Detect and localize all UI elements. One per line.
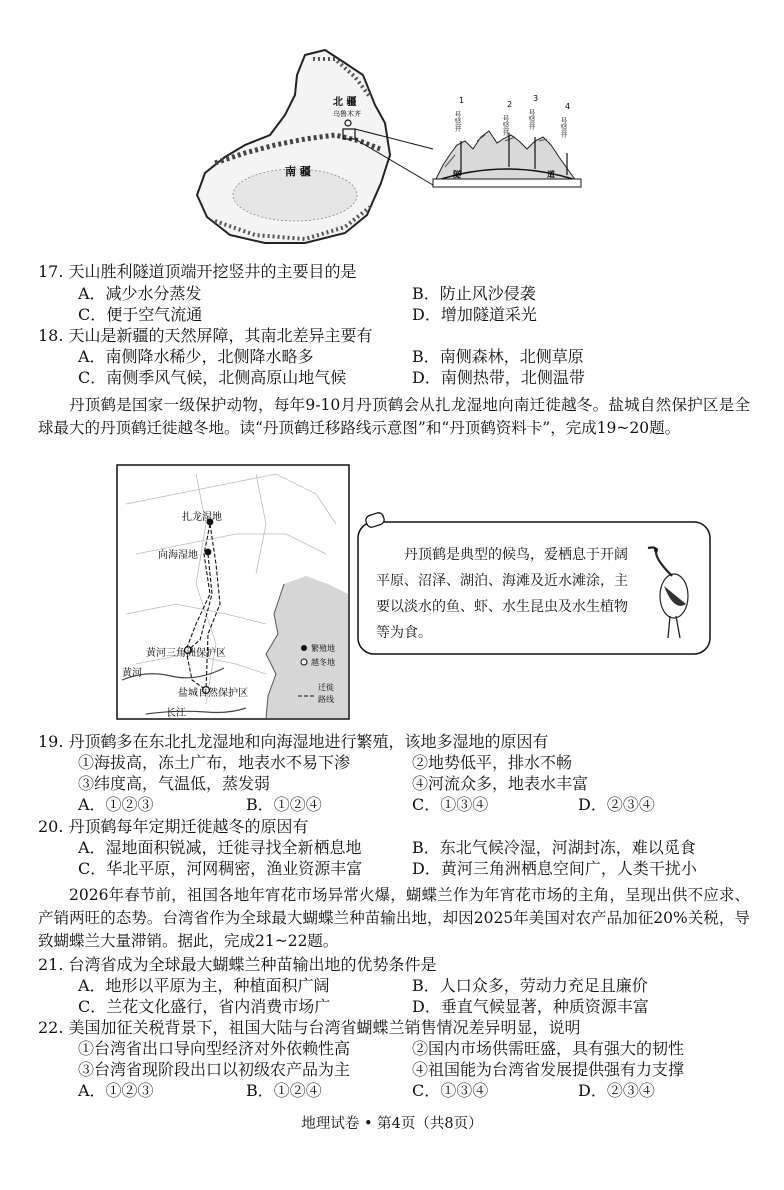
q22-statement-2: ②国内市场供需旺盛，具有强大的韧性 (412, 1039, 685, 1058)
q22-statement-4: ④祖国能为台湾省发展提供强有力支撑 (412, 1060, 685, 1079)
shaft-4-number: 4 (565, 102, 571, 111)
shaft-1-label: 号竖井 (454, 111, 462, 132)
q20-option-c: C．华北平原，河网稠密，渔业资源丰富 (78, 859, 363, 878)
tunnel-base (433, 179, 581, 187)
q22-option-b: B．①②④ (246, 1081, 322, 1100)
q21-option-c: C．兰花文化盛行，省内消费市场广 (78, 997, 331, 1016)
q22-statement-3: ③台湾省现阶段出口以初级农产品为主 (78, 1060, 351, 1079)
q19-stem: 19. 丹顶鹤多在东北扎龙湿地和向海湿地进行繁殖，该地多湿地的原因有 (38, 732, 549, 751)
q17-option-d: D．增加隧道采光 (412, 305, 537, 324)
passage-crane: 丹顶鹤是国家一级保护动物，每年9-10月丹顶鹤会从扎龙湿地向南迁徙越冬。盐城自然保护区是全球最大的丹顶鹤迁徙越冬地。读“丹顶鹤迁移路线示意图”和“丹顶鹤资料卡”，完成19~20题。 (38, 396, 750, 437)
tunnel-profile (433, 94, 581, 187)
q22-stem: 22. 美国加征关税背景下，祖国大陆与台湾省蝴蝶兰销售情况差异明显，说明 (38, 1018, 581, 1037)
q18-option-b: B．南侧森林，北侧草原 (412, 347, 584, 366)
q19-option-d: D．②③④ (578, 795, 655, 814)
q21-option-d: D．垂直气候显著，种质资源丰富 (412, 997, 649, 1016)
legend-winter-label: 越冬地 (311, 658, 335, 667)
q20-option-a: A．湿地面积锐减，迁徙寻找全新栖息地 (78, 838, 362, 857)
yangtze-label: 长江 (166, 708, 186, 719)
q19-statement-2: ②地势低平，排水不畅 (412, 753, 573, 772)
legend-route-label-2: 路线 (318, 695, 334, 704)
q19-option-c: C．①③④ (412, 795, 489, 814)
q18-option-d: D．南侧热带，北侧温带 (412, 368, 585, 387)
q17-option-c: C．便于空气流通 (78, 305, 203, 324)
xianghai-site-dot (205, 549, 212, 556)
north-xinjiang-label: 北 疆 (333, 97, 357, 108)
q21-option-a: A．地形以平原为主，种植面积广阔 (78, 976, 330, 995)
q17-stem: 17. 天山胜利隧道顶端开挖竖井的主要目的是 (38, 262, 357, 281)
q19-option-b: B．①②④ (246, 795, 322, 814)
q20-option-d: D．黄河三角洲栖息空间广，人类干扰小 (412, 859, 697, 878)
q20-option-b: B．东北气候冷湿，河湖封冻，难以觅食 (412, 838, 696, 857)
q21-stem: 21. 台湾省成为全球最大蝴蝶兰种苗输出地的优势条件是 (38, 955, 437, 974)
shaft-2-number: 2 (507, 100, 513, 109)
yancheng-label: 盐城自然保护区 (178, 688, 248, 699)
legend-route-label-1: 迁徙 (318, 683, 334, 692)
q20-stem: 20. 丹顶鹤每年定期迁徙越冬的原因有 (38, 817, 309, 836)
q17-option-b: B．防止风沙侵袭 (412, 284, 536, 303)
q19-option-a: A．①②③ (78, 795, 154, 814)
legend-breed-label: 繁殖地 (311, 644, 335, 653)
passage-orchid: 2026年春节前，祖国各地年宵花市场异常火爆，蝴蝶兰作为年宵花市场的主角，呈现出供不应求、产销两旺的态势。台湾省作为全球最大蝴蝶兰种苗输出地，却因2025年美国对农产品加征20%关税，导致蝴蝶兰大量滞销。据此，完成21~22题。 (38, 886, 750, 950)
crane-card-text: 丹顶鹤是典型的候鸟，爱栖息于开阔平原、沼泽、湖泊、海滩及近水滩涂，主要以淡水的鱼、虾、水生昆虫及水生植物等为食。 (376, 547, 628, 641)
shaft-2-label: 号竖井 (502, 115, 510, 136)
tunnel-label-left: 隧 (453, 170, 461, 179)
xianghai-label: 向海湿地 (158, 550, 198, 561)
q21-option-b: B．人口众多，劳动力充足且廉价 (412, 976, 648, 995)
q22-statement-1: ①台湾省出口导向型经济对外依赖性高 (78, 1039, 351, 1058)
q18-option-a: A．南侧降水稀少，北侧降水略多 (78, 347, 314, 366)
yellow-river-label: 黄河 (122, 668, 142, 679)
page-footer: 地理试卷 • 第4页（共8页） (301, 1116, 483, 1132)
shaft-3-number: 3 (533, 94, 539, 103)
yellow-delta-label: 黄河三角洲保护区 (146, 648, 226, 659)
xinjiang-tunnel-figure (185, 45, 605, 255)
city-label: 乌鲁木齐 (333, 110, 361, 118)
shaft-1-number: 1 (459, 96, 465, 105)
legend-winter-dot (301, 659, 307, 665)
shaft-3-label: 号竖井 (528, 109, 536, 130)
q19-statement-3: ③纬度高，气温低，蒸发弱 (78, 774, 271, 793)
q22-option-d: D．②③④ (578, 1081, 655, 1100)
q17-option-a: A．减少水分蒸发 (78, 284, 202, 303)
q22-option-a: A．①②③ (78, 1081, 154, 1100)
q22-option-c: C．①③④ (412, 1081, 489, 1100)
tunnel-label-right: 道 (547, 170, 555, 179)
south-xinjiang-label: 南 疆 (285, 165, 311, 178)
q19-statement-1: ①海拔高，冻土广布，地表水不易下渗 (78, 753, 351, 772)
zhalong-label: 扎龙湿地 (182, 512, 222, 523)
crane-migration-map (116, 464, 350, 720)
q18-stem: 18. 天山是新疆的天然屏障，其南北差异主要有 (38, 326, 373, 345)
q18-option-c: C．南侧季风气候，北侧高原山地气候 (78, 368, 347, 387)
legend-breed-dot (301, 645, 307, 651)
q19-statement-4: ④河流众多，地表水丰富 (412, 774, 589, 793)
shaft-4-label: 号竖井 (560, 117, 568, 138)
